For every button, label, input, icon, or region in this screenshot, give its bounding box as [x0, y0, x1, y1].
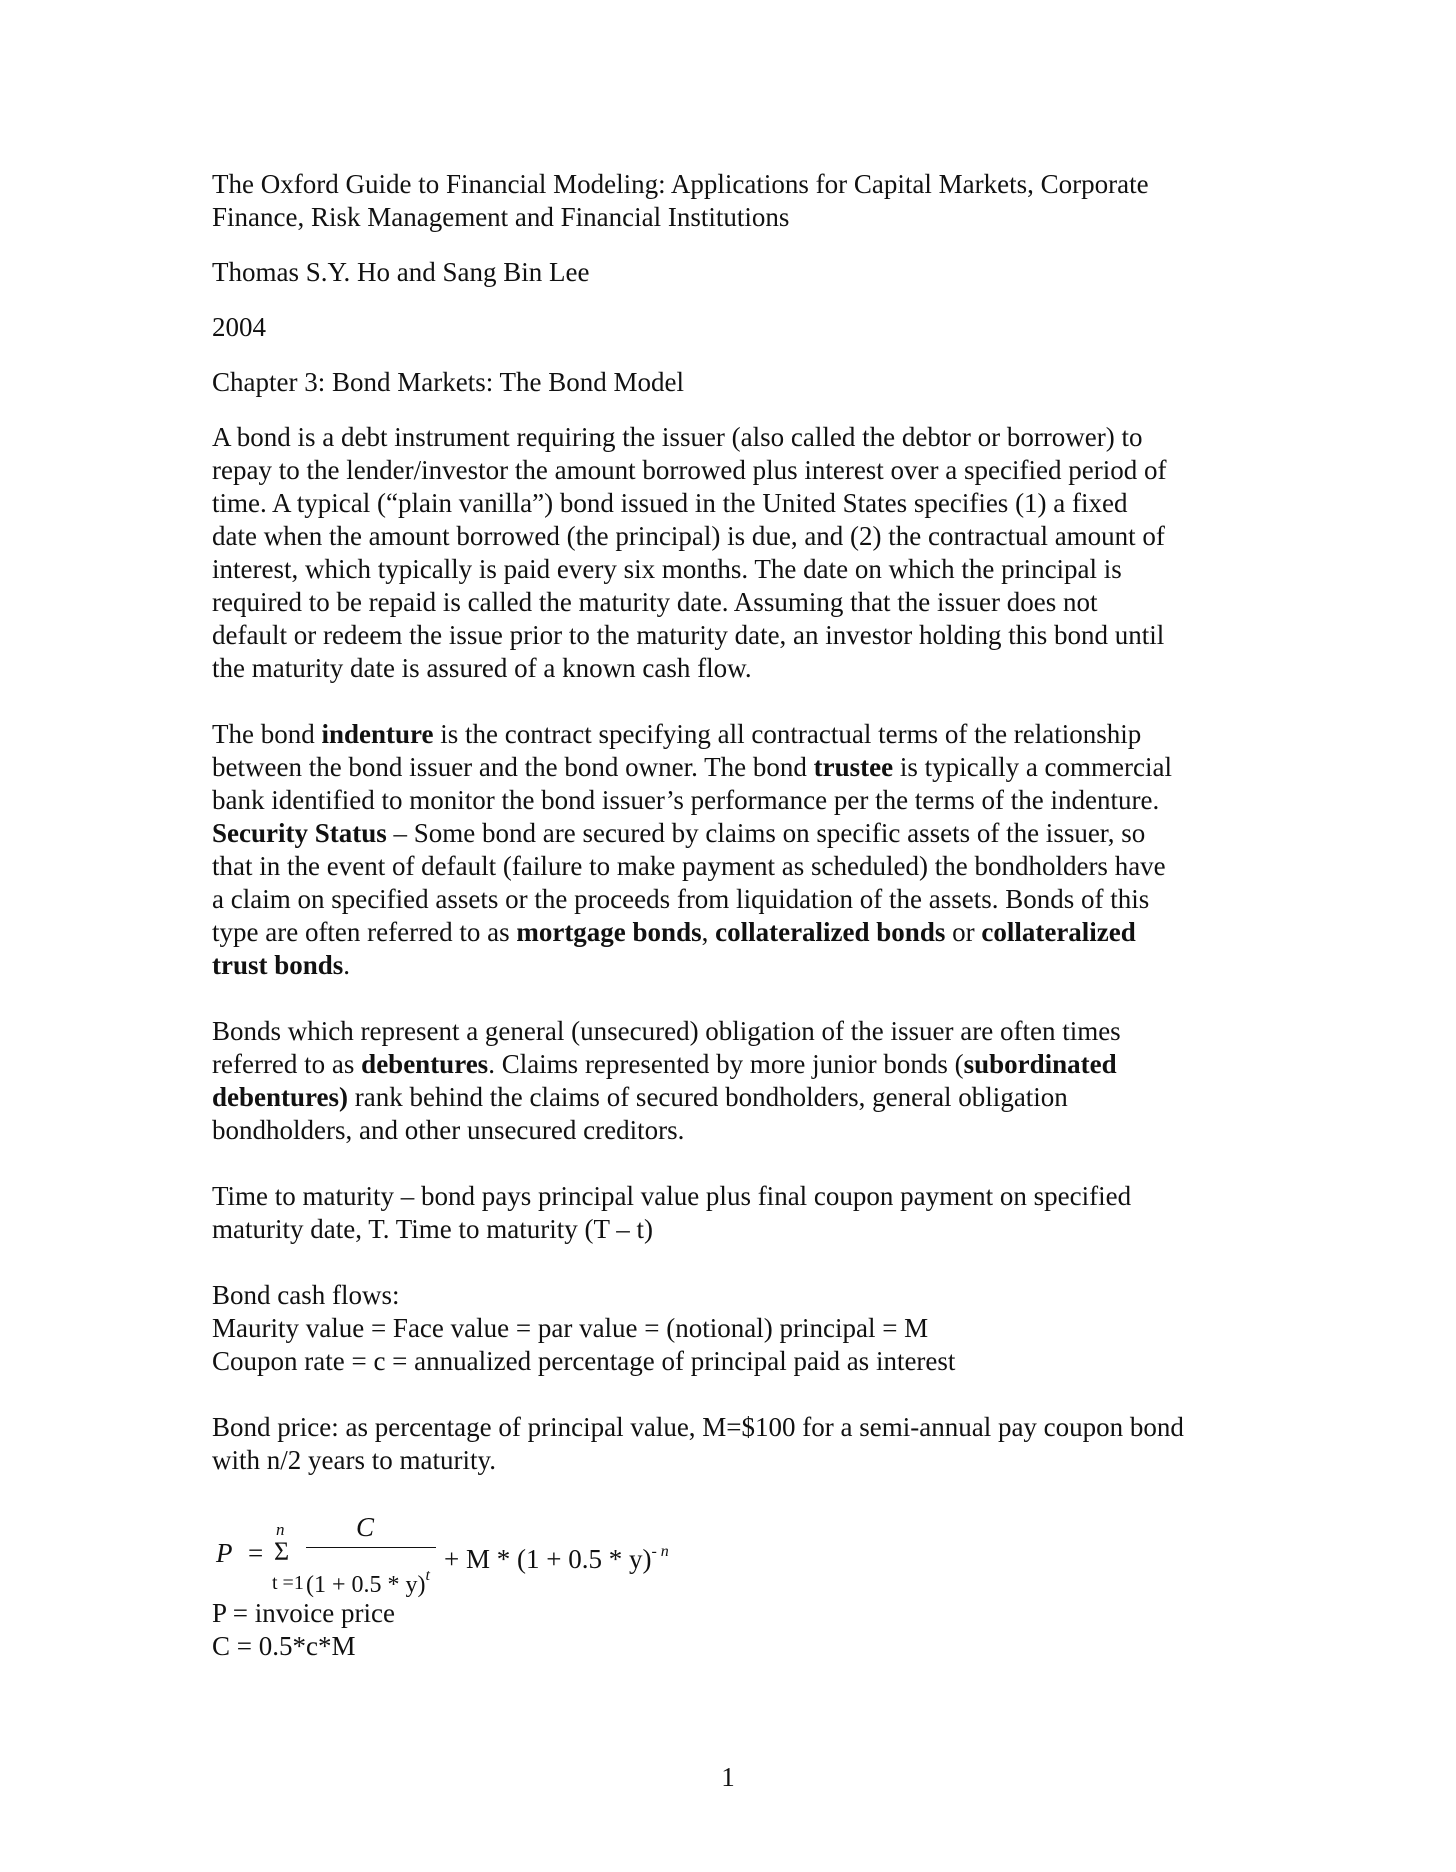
text-line	[212, 718, 1252, 751]
text-line: the maturity date is assured of a known cash flow.	[212, 653, 752, 683]
text-line: date when the amount borrowed (the principal) is due, and (2) the contractual amount of	[212, 521, 1165, 551]
text-line	[212, 817, 1252, 850]
text-line: required to be repaid is called the maturity date. Assuming that the issuer does not	[212, 587, 1098, 617]
chapter-text: Chapter 3: Bond Markets: The Bond Model	[212, 367, 684, 397]
page-number: 1	[721, 1762, 735, 1792]
term-subordinated-debentures: debentures)	[212, 1082, 349, 1112]
text-line: repay to the lender/investor the amount borrowed plus interest over a specified period of	[212, 455, 1167, 485]
denominator-exponent: t	[425, 1567, 430, 1584]
text-line: Maurity value = Face value = par value = (notional) principal = M	[212, 1313, 929, 1343]
sum-lower-limit: t =1	[272, 1572, 304, 1594]
text-run: or	[945, 917, 982, 947]
text-run: between the bond issuer and the bond owner. The bond	[212, 752, 814, 782]
formula-equals: =	[248, 1538, 264, 1568]
sum-symbol: Σ	[274, 1537, 290, 1566]
text-line: that in the event of default (failure to make payment as scheduled) the bondholders have	[212, 851, 1166, 881]
chapter-heading	[212, 366, 1252, 399]
text-run: rank behind the claims of secured bondholders, general obligation	[348, 1082, 1068, 1112]
text-run: type are often referred to as	[212, 917, 517, 947]
term-indenture: indenture	[321, 719, 434, 749]
text-line: Coupon rate = c = annualized percentage of principal paid as interest	[212, 1346, 956, 1376]
fraction-numerator: C	[356, 1512, 375, 1542]
text-line	[212, 916, 1252, 949]
year-text: 2004	[212, 312, 266, 342]
text-line: bondholders, and other unsecured creditors.	[212, 1115, 685, 1145]
definitions	[212, 1597, 1252, 1663]
term-debentures: debentures	[361, 1049, 489, 1079]
text-line: default or redeem the issue prior to the maturity date, an investor holding this bond until	[212, 620, 1165, 650]
text-run: is the contract specifying all contractual terms of the relationship	[433, 719, 1142, 749]
formula-lhs: P	[216, 1538, 233, 1568]
tail-exponent: - n	[651, 1543, 669, 1560]
text-line: with n/2 years to maturity.	[212, 1445, 496, 1475]
text-line	[212, 751, 1252, 784]
text-run: .	[343, 950, 351, 980]
text-line: maturity date, T. Time to maturity (T – t)	[212, 1214, 653, 1244]
text-line: Bonds which represent a general (unsecured) obligation of the issuer are often times	[212, 1016, 1121, 1046]
definition-line: C = 0.5*c*M	[212, 1631, 356, 1661]
sum-upper-limit: n	[276, 1520, 285, 1539]
publication-year	[212, 311, 1252, 344]
text-line: A bond is a debt instrument requiring the issuer (also called the debtor or borrower) to	[212, 422, 1143, 452]
term-collateralized-bonds: collateralized bonds	[715, 917, 946, 947]
term-security-status: Security Status	[212, 818, 387, 848]
term-subordinated: subordinated	[963, 1049, 1117, 1079]
text-run: – Some bond are secured by claims on specific assets of the issuer, so	[386, 818, 1146, 848]
book-title	[212, 168, 1252, 234]
definition-line: P = invoice price	[212, 1598, 395, 1628]
paragraph-indenture	[212, 718, 1252, 982]
paragraph-bond-price	[212, 1411, 1252, 1477]
term-trust-bonds: trust bonds	[212, 950, 344, 980]
text-line: a claim on specified assets or the proceeds from liquidation of the assets. Bonds of this	[212, 884, 1150, 914]
authors-text: Thomas S.Y. Ho and Sang Bin Lee	[212, 257, 590, 287]
denominator-base: (1 + 0.5 * y)	[306, 1572, 426, 1598]
term-trustee: trustee	[813, 752, 894, 782]
formula-tail	[444, 1535, 669, 1576]
text-line: Bond price: as percentage of principal value, M=$100 for a semi-annual pay coupon bond	[212, 1412, 1184, 1442]
text-run: The bond	[212, 719, 322, 749]
fraction-denominator	[306, 1559, 430, 1602]
text-line	[212, 1048, 1252, 1081]
paragraph-debentures	[212, 1015, 1252, 1147]
text-line: Bond cash flows:	[212, 1280, 400, 1310]
paragraph-cash-flows	[212, 1279, 1252, 1378]
text-line: Time to maturity – bond pays principal value plus final coupon payment on specified	[212, 1181, 1132, 1211]
text-run: is typically a commercial	[893, 752, 1172, 782]
text-run: ,	[701, 917, 716, 947]
authors	[212, 256, 1252, 289]
tail-base: + M * (1 + 0.5 * y)	[444, 1544, 652, 1574]
text-line: time. A typical (“plain vanilla”) bond issued in the United States specifies (1) a fixed	[212, 488, 1128, 518]
text-run: . Claims represented by more junior bonds (	[488, 1049, 964, 1079]
term-collateralized-trust: collateralized	[981, 917, 1136, 947]
bond-price-formula	[212, 1507, 1252, 1598]
book-title-line-1: The Oxford Guide to Financial Modeling: Applications for Capital Markets, Corporate	[212, 169, 1149, 199]
text-line: interest, which typically is paid every six months. The date on which the principal is	[212, 554, 1122, 584]
book-title-line-2: Finance, Risk Management and Financial Institutions	[212, 202, 790, 232]
text-line	[212, 949, 1252, 982]
paragraph-bond-definition	[212, 421, 1252, 685]
document-page	[212, 168, 1252, 1663]
term-mortgage-bonds: mortgage bonds	[516, 917, 702, 947]
text-line	[212, 1081, 1252, 1114]
fraction-bar	[306, 1547, 436, 1548]
paragraph-time-to-maturity	[212, 1180, 1252, 1246]
text-line: bank identified to monitor the bond issuer’s performance per the terms of the indenture.	[212, 785, 1160, 815]
text-run: referred to as	[212, 1049, 362, 1079]
